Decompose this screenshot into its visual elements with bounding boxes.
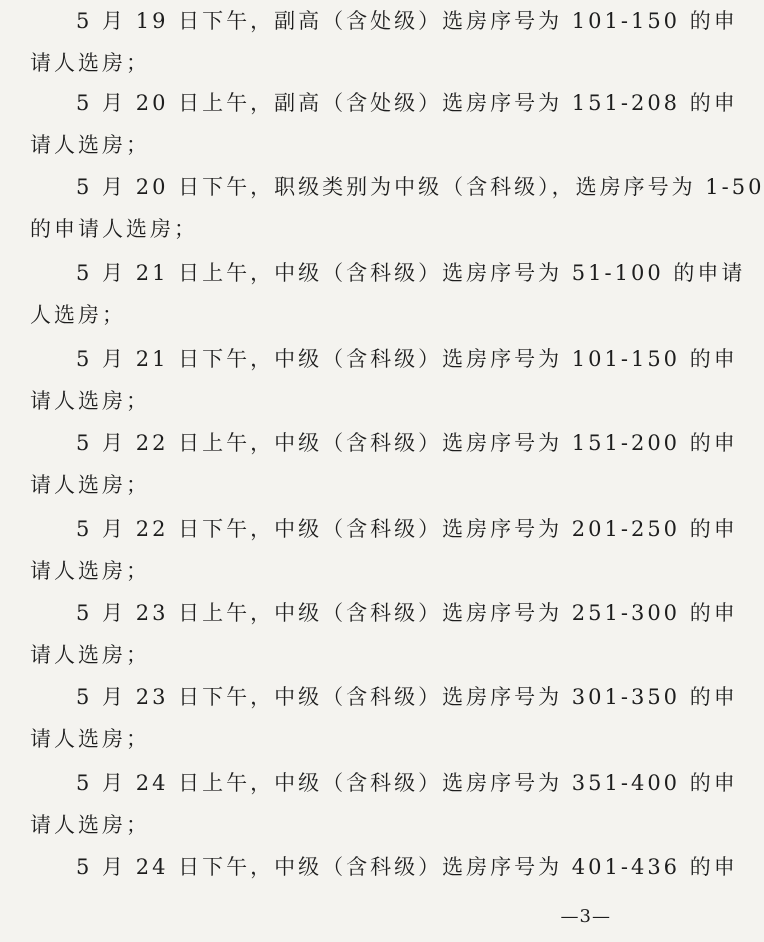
- paragraph-line: 5 月 21 日上午，中级（含科级）选房序号为 51-100 的申请: [76, 261, 746, 285]
- paragraph: [30, 592, 738, 676]
- paragraph: [30, 676, 738, 760]
- paragraph: [30, 422, 738, 506]
- paragraph-line: 5 月 22 日下午，中级（含科级）选房序号为 201-250 的申: [76, 517, 738, 541]
- paragraph-line: 请人选房；: [30, 559, 150, 583]
- paragraph-line: 请人选房；: [30, 727, 150, 751]
- paragraph: [30, 252, 746, 336]
- paragraph: [30, 166, 764, 250]
- page-number: —3—: [560, 906, 611, 927]
- paragraph: [30, 338, 738, 422]
- paragraph-line: 的申请人选房；: [30, 217, 198, 241]
- paragraph-line: 5 月 22 日上午，中级（含科级）选房序号为 151-200 的申: [76, 431, 738, 455]
- paragraph-line: 5 月 24 日上午，中级（含科级）选房序号为 351-400 的申: [76, 771, 738, 795]
- paragraph-line: 请人选房；: [30, 813, 150, 837]
- paragraph: [30, 82, 738, 166]
- paragraph-line: 5 月 19 日下午，副高（含处级）选房序号为 101-150 的申: [76, 9, 738, 33]
- paragraph-line: 5 月 21 日下午，中级（含科级）选房序号为 101-150 的申: [76, 347, 738, 371]
- paragraph-line: 5 月 23 日下午，中级（含科级）选房序号为 301-350 的申: [76, 685, 738, 709]
- paragraph: [30, 508, 738, 592]
- paragraph: [30, 762, 738, 846]
- paragraph: [30, 0, 738, 84]
- paragraph-line: 5 月 23 日上午，中级（含科级）选房序号为 251-300 的申: [76, 601, 738, 625]
- paragraph-line: 5 月 20 日下午，职级类别为中级（含科级），选房序号为 1-50: [76, 175, 764, 199]
- paragraph-line: 请人选房；: [30, 389, 150, 413]
- paragraph-line: 5 月 24 日下午，中级（含科级）选房序号为 401-436 的申: [76, 855, 738, 879]
- paragraph-line: 5 月 20 日上午，副高（含处级）选房序号为 151-208 的申: [76, 91, 738, 115]
- paragraph-line: 人选房；: [30, 303, 126, 327]
- paragraph-line: 请人选房；: [30, 643, 150, 667]
- paragraph-line: 请人选房；: [30, 133, 150, 157]
- paragraph-line: 请人选房；: [30, 473, 150, 497]
- paragraph-line: 请人选房；: [30, 51, 150, 75]
- paragraph: [30, 846, 738, 888]
